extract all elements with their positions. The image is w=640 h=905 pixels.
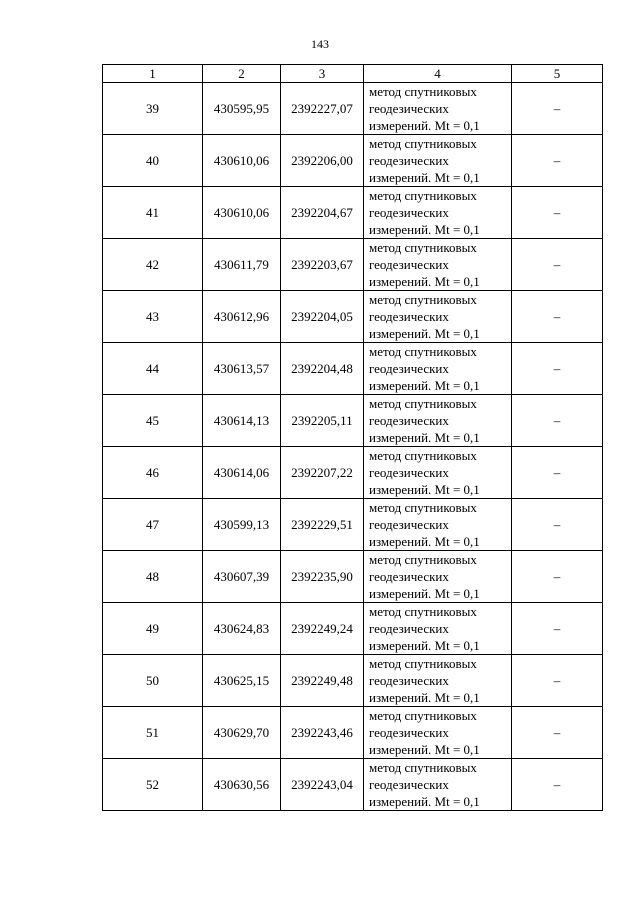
- cell-x-coordinate: 430630,56: [203, 759, 281, 811]
- cell-point-number: 52: [103, 759, 203, 811]
- cell-x-coordinate: 430607,39: [203, 551, 281, 603]
- cell-note: –: [512, 499, 603, 551]
- table-row: [103, 395, 603, 447]
- cell-method: метод спутниковых геодезических измерений. Mt = 0,1: [364, 603, 512, 655]
- header-col-4: 4: [364, 65, 512, 83]
- cell-method: метод спутниковых геодезических измерений. Mt = 0,1: [364, 187, 512, 239]
- cell-y-coordinate: 2392207,22: [281, 447, 364, 499]
- cell-x-coordinate: 430624,83: [203, 603, 281, 655]
- cell-point-number: 43: [103, 291, 203, 343]
- cell-x-coordinate: 430610,06: [203, 135, 281, 187]
- cell-method: метод спутниковых геодезических измерений. Mt = 0,1: [364, 291, 512, 343]
- table-row: [103, 707, 603, 759]
- cell-method: метод спутниковых геодезических измерений. Mt = 0,1: [364, 343, 512, 395]
- cell-x-coordinate: 430610,06: [203, 187, 281, 239]
- cell-note: –: [512, 343, 603, 395]
- table-row: [103, 499, 603, 551]
- cell-y-coordinate: 2392243,04: [281, 759, 364, 811]
- cell-y-coordinate: 2392243,46: [281, 707, 364, 759]
- cell-y-coordinate: 2392205,11: [281, 395, 364, 447]
- cell-x-coordinate: 430614,06: [203, 447, 281, 499]
- cell-point-number: 46: [103, 447, 203, 499]
- cell-note: –: [512, 447, 603, 499]
- cell-note: –: [512, 135, 603, 187]
- cell-method: метод спутниковых геодезических измерений. Mt = 0,1: [364, 707, 512, 759]
- coordinates-table: [102, 64, 603, 811]
- cell-point-number: 44: [103, 343, 203, 395]
- cell-y-coordinate: 2392206,00: [281, 135, 364, 187]
- cell-note: –: [512, 707, 603, 759]
- cell-point-number: 48: [103, 551, 203, 603]
- cell-point-number: 41: [103, 187, 203, 239]
- cell-method: метод спутниковых геодезических измерений. Mt = 0,1: [364, 655, 512, 707]
- table-row: [103, 187, 603, 239]
- cell-method: метод спутниковых геодезических измерений. Mt = 0,1: [364, 551, 512, 603]
- table-header: [103, 65, 603, 83]
- page-number: 143: [311, 37, 329, 51]
- cell-x-coordinate: 430611,79: [203, 239, 281, 291]
- table-row: [103, 551, 603, 603]
- table-row: [103, 343, 603, 395]
- cell-note: –: [512, 551, 603, 603]
- cell-y-coordinate: 2392249,48: [281, 655, 364, 707]
- cell-point-number: 47: [103, 499, 203, 551]
- cell-method: метод спутниковых геодезических измерений. Mt = 0,1: [364, 499, 512, 551]
- header-col-1: 1: [103, 65, 203, 83]
- cell-x-coordinate: 430595,95: [203, 83, 281, 135]
- table-row: [103, 135, 603, 187]
- cell-note: –: [512, 759, 603, 811]
- cell-method: метод спутниковых геодезических измерений. Mt = 0,1: [364, 83, 512, 135]
- header-col-3: 3: [281, 65, 364, 83]
- header-row: [103, 65, 603, 83]
- cell-x-coordinate: 430614,13: [203, 395, 281, 447]
- cell-note: –: [512, 187, 603, 239]
- cell-y-coordinate: 2392204,48: [281, 343, 364, 395]
- header-col-5: 5: [512, 65, 603, 83]
- table-body: [103, 83, 603, 811]
- cell-x-coordinate: 430629,70: [203, 707, 281, 759]
- cell-method: метод спутниковых геодезических измерений. Mt = 0,1: [364, 759, 512, 811]
- table-row: [103, 291, 603, 343]
- cell-point-number: 49: [103, 603, 203, 655]
- cell-point-number: 51: [103, 707, 203, 759]
- table-row: [103, 239, 603, 291]
- cell-y-coordinate: 2392204,05: [281, 291, 364, 343]
- cell-y-coordinate: 2392203,67: [281, 239, 364, 291]
- cell-method: метод спутниковых геодезических измерений. Mt = 0,1: [364, 447, 512, 499]
- cell-note: –: [512, 239, 603, 291]
- table-row: [103, 655, 603, 707]
- cell-y-coordinate: 2392227,07: [281, 83, 364, 135]
- cell-y-coordinate: 2392235,90: [281, 551, 364, 603]
- table-row: [103, 447, 603, 499]
- cell-point-number: 40: [103, 135, 203, 187]
- table-row: [103, 83, 603, 135]
- cell-x-coordinate: 430599,13: [203, 499, 281, 551]
- cell-point-number: 39: [103, 83, 203, 135]
- cell-x-coordinate: 430625,15: [203, 655, 281, 707]
- cell-y-coordinate: 2392249,24: [281, 603, 364, 655]
- cell-method: метод спутниковых геодезических измерений. Mt = 0,1: [364, 135, 512, 187]
- cell-point-number: 45: [103, 395, 203, 447]
- cell-note: –: [512, 83, 603, 135]
- table-row: [103, 759, 603, 811]
- header-col-2: 2: [203, 65, 281, 83]
- cell-note: –: [512, 655, 603, 707]
- cell-y-coordinate: 2392204,67: [281, 187, 364, 239]
- cell-y-coordinate: 2392229,51: [281, 499, 364, 551]
- cell-note: –: [512, 291, 603, 343]
- cell-point-number: 42: [103, 239, 203, 291]
- cell-method: метод спутниковых геодезических измерений. Mt = 0,1: [364, 239, 512, 291]
- cell-method: метод спутниковых геодезических измерений. Mt = 0,1: [364, 395, 512, 447]
- cell-note: –: [512, 603, 603, 655]
- cell-point-number: 50: [103, 655, 203, 707]
- table-row: [103, 603, 603, 655]
- cell-x-coordinate: 430612,96: [203, 291, 281, 343]
- cell-note: –: [512, 395, 603, 447]
- cell-x-coordinate: 430613,57: [203, 343, 281, 395]
